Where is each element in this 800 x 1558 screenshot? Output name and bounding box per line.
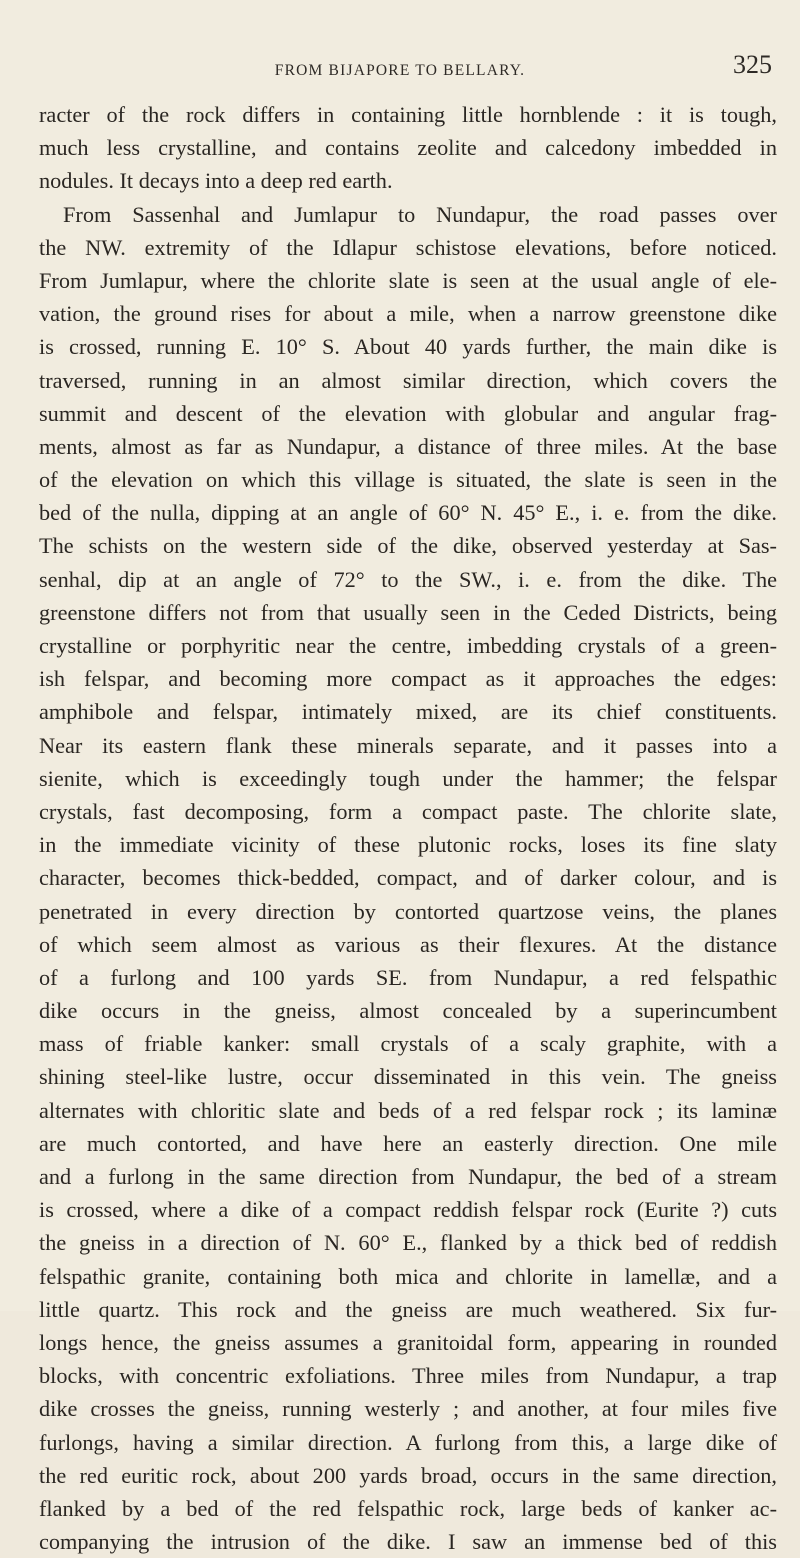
text-line: longs hence, the gneiss assumes a granitoidal form, appearing in rounded (39, 1329, 777, 1355)
text-line: shining steel-like lustre, occur disseminated in this vein. The gneiss (39, 1064, 777, 1090)
text-line: crystalline or porphyritic near the centre, imbedding crystals of a green- (39, 633, 777, 658)
text-line: The schists on the western side of the dike, observed yesterday at Sas- (39, 533, 777, 559)
text-line: of which seem almost as various as their flexures. At the distance (39, 931, 777, 957)
text-line: the NW. extremity of the Idlapur schistose elevations, before noticed. (39, 234, 777, 260)
text-line: traversed, running in an almost similar direction, which covers the (39, 367, 777, 393)
running-title: FROM BIJAPORE TO BELLARY. (274, 62, 526, 79)
text-line: bed of the nulla, dipping at an angle of 60° N. 45° E., i. e. from the dike. (39, 500, 777, 526)
text-line: is crossed, where a dike of a compact reddish felspar rock (Eurite ?) cuts (39, 1197, 777, 1223)
text-line: in the immediate vicinity of these plutonic rocks, loses its fine slaty (39, 832, 777, 858)
text-line: mass of friable kanker: small crystals of a scaly graphite, with a (39, 1031, 777, 1057)
text-line: summit and descent of the elevation with globular and angular frag- (39, 400, 777, 426)
text-line: little quartz. This rock and the gneiss are much weathered. Six fur- (39, 1296, 777, 1322)
text-line: of the elevation on which this village is situated, the slate is seen in the (39, 467, 777, 493)
text-line: companying the intrusion of the dike. I saw an immense bed of this (39, 1529, 777, 1555)
text-line: the gneiss in a direction of N. 60° E., flanked by a thick bed of reddish (39, 1230, 777, 1256)
text-line: dike occurs in the gneiss, almost concealed by a superincumbent (39, 998, 777, 1024)
text-line: sienite, which is exceedingly tough under the hammer; the felspar (39, 765, 777, 791)
text-line: and a furlong in the same direction from Nundapur, the bed of a stream (39, 1164, 777, 1189)
text-line: character, becomes thick-bedded, compact, and of darker colour, and is (39, 865, 777, 891)
text-line: vation, the ground rises for about a mile, when a narrow greenstone dike (39, 301, 777, 327)
text-line: senhal, dip at an angle of 72° to the SW., i. e. from the dike. The (39, 566, 777, 592)
text-line: much less crystalline, and contains zeolite and calcedony imbedded in (39, 135, 777, 161)
text-line: furlongs, having a similar direction. A furlong from this, a large dike of (39, 1429, 777, 1455)
text-line: From Jumlapur, where the chlorite slate is seen at the usual angle of ele- (39, 267, 777, 293)
text-line: blocks, with concentric exfoliations. Three miles from Nundapur, a trap (39, 1363, 777, 1389)
text-line: flanked by a bed of the red felspathic rock, large beds of kanker ac- (39, 1495, 777, 1521)
text-line: of a furlong and 100 yards SE. from Nundapur, a red felspathic (39, 964, 777, 990)
text-line: alternates with chloritic slate and beds of a red felspar rock ; its laminæ (39, 1097, 777, 1123)
text-line: is crossed, running E. 10° S. About 40 yards further, the main dike is (39, 334, 777, 360)
text-line: crystals, fast decomposing, form a compact paste. The chlorite slate, (39, 798, 777, 824)
text-line: are much contorted, and have here an easterly direction. One mile (39, 1130, 777, 1156)
text-line: dike crosses the gneiss, running westerly ; and another, at four miles five (39, 1396, 777, 1422)
page-number: 325 (733, 50, 772, 79)
text-line: penetrated in every direction by contorted quartzose veins, the planes (39, 898, 777, 924)
text-line: amphibole and felspar, intimately mixed, are its chief constituents. (39, 699, 777, 725)
text-line: greenstone differs not from that usually seen in the Ceded Districts, being (39, 599, 777, 625)
body-text (39, 98, 777, 1558)
text-line: Near its eastern flank these minerals separate, and it passes into a (39, 732, 777, 758)
text-line: nodules. It decays into a deep red earth. (39, 168, 393, 194)
text-line: racter of the rock differs in containing little hornblende : it is tough, (39, 102, 777, 127)
text-line: the red euritic rock, about 200 yards broad, occurs in the same direction, (39, 1462, 777, 1488)
text-line: felspathic granite, containing both mica and chlorite in lamellæ, and a (39, 1263, 777, 1289)
text-line: ish felspar, and becoming more compact as it approaches the edges: (39, 666, 777, 692)
text-line: From Sassenhal and Jumlapur to Nundapur, the road passes over (63, 201, 777, 227)
text-line: ments, almost as far as Nundapur, a distance of three miles. At the base (39, 433, 777, 459)
